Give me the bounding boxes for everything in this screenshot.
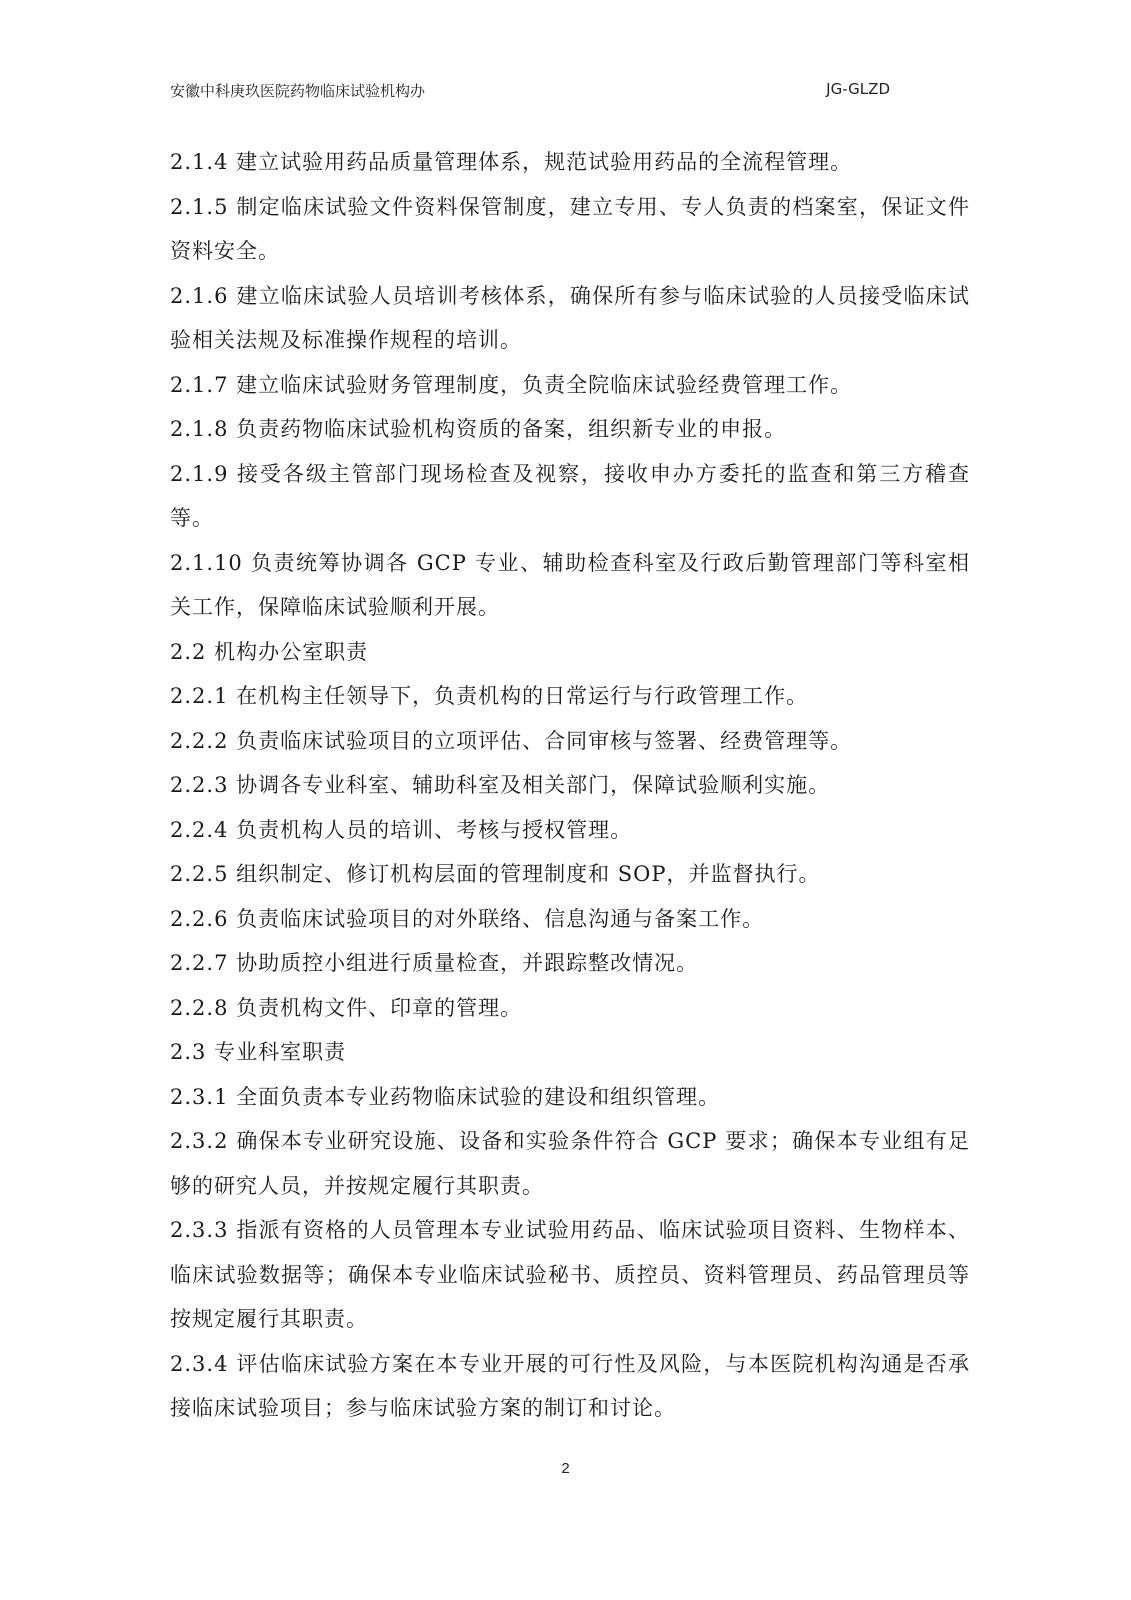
clause-2-2-5: 2.2.5 组织制定、修订机构层面的管理制度和 SOP，并监督执行。 [170, 862, 821, 886]
clause-2-1-9: 2.1.9 接受各级主管部门现场检查及视察，接收申办方委托的监查和第三方稽查等。 [170, 461, 970, 530]
document-body [170, 140, 970, 1431]
clause-2-2-1: 2.2.1 在机构主任领导下，负责机构的日常运行与行政管理工作。 [170, 684, 809, 708]
clause-2-1-5: 2.1.5 制定临床试验文件资料保管制度，建立专用、专人负责的档案室，保证文件资料安全。 [170, 194, 970, 263]
section-heading-2-2: 2.2 机构办公室职责 [170, 639, 369, 664]
clause-2-1-4: 2.1.4 建立试验用药品质量管理体系，规范试验用药品的全流程管理。 [170, 150, 853, 174]
clause-2-1-8: 2.1.8 负责药物临床试验机构资质的备案，组织新专业的申报。 [170, 417, 787, 441]
clause-2-2-4: 2.2.4 负责机构人员的培训、考核与授权管理。 [170, 817, 633, 842]
clause-2-1-6: 2.1.6 建立临床试验人员培训考核体系，确保所有参与临床试验的人员接受临床试验相关法规及标准操作规程的培训。 [170, 283, 970, 352]
clause-2-2-2: 2.2.2 负责临床试验项目的立项评估、合同审核与签署、经费管理等。 [170, 728, 853, 753]
clause-2-3-3: 2.3.3 指派有资格的人员管理本专业试验用药品、临床试验项目资料、生物样本、临床试验数据等；确保本专业临床试验秘书、质控员、资料管理员、药品管理员等按规定履行其职责。 [170, 1218, 970, 1331]
section-heading-2-3: 2.3 专业科室职责 [170, 1040, 347, 1064]
clause-2-2-6: 2.2.6 负责临床试验项目的对外联络、信息沟通与备案工作。 [170, 906, 765, 931]
clause-2-2-8: 2.2.8 负责机构文件、印章的管理。 [170, 995, 523, 1020]
clause-2-3-4: 2.3.4 评估临床试验方案在本专业开展的可行性及风险，与本医院机构沟通是否承接临床试验项目；参与临床试验方案的制订和讨论。 [170, 1351, 970, 1420]
clause-2-3-2: 2.3.2 确保本专业研究设施、设备和实验条件符合 GCP 要求；确保本专业组有足够的研究人员，并按规定履行其职责。 [170, 1129, 970, 1198]
clause-2-2-3: 2.2.3 协调各专业科室、辅助科室及相关部门，保障试验顺利实施。 [170, 773, 831, 797]
header-document-code: JG-GLZD [826, 80, 890, 98]
clause-2-2-7: 2.2.7 协助质控小组进行质量检查，并跟踪整改情况。 [170, 951, 699, 975]
page-header [170, 80, 890, 104]
clause-2-1-7: 2.1.7 建立临床试验财务管理制度，负责全院临床试验经费管理工作。 [170, 372, 853, 397]
clause-2-3-1: 2.3.1 全面负责本专业药物临床试验的建设和组织管理。 [170, 1084, 721, 1109]
clause-2-1-10: 2.1.10 负责统筹协调各 GCP 专业、辅助检查科室及行政后勤管理部门等科室相关工作，保障临床试验顺利开展。 [170, 550, 970, 619]
header-organization: 安徽中科庚玖医院药物临床试验机构办 [170, 82, 426, 100]
page-number: 2 [561, 1460, 570, 1477]
